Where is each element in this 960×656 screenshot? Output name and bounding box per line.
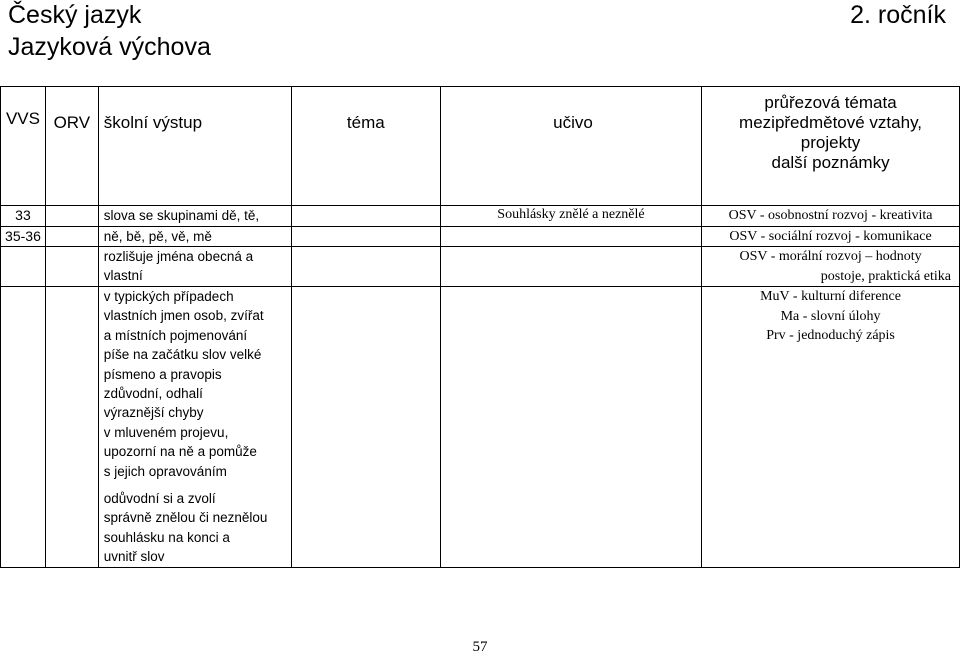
col-header-themes — [702, 87, 960, 206]
theme-line: MuV - kulturní diference — [760, 289, 901, 304]
content-cell: Souhlásky znělé a neznělé — [440, 206, 701, 227]
table-header-row — [1, 87, 960, 206]
content-cell — [440, 226, 701, 247]
orv-cell — [45, 247, 98, 287]
outcome-line: výraznější chyby — [103, 405, 204, 421]
themes-cell — [702, 287, 960, 568]
outcome-line: odůvodní si a zvolí — [103, 491, 216, 507]
outcome-cell — [98, 247, 291, 287]
outcome-line: slova se skupinami dě, tě, — [103, 208, 260, 223]
orv-cell — [45, 226, 98, 247]
theme-line: OSV - morální rozvoj – hodnoty — [739, 249, 922, 264]
theme-line: OSV - sociální rozvoj - komunikace — [729, 228, 932, 244]
outcome-line: ně, bě, pě, vě, mě — [103, 228, 212, 244]
outcome-line: s jejich opravováním — [103, 463, 227, 479]
outcome-line: uvnitř slov — [103, 549, 165, 565]
vvs-cell — [1, 247, 46, 287]
outcome-line: upozorní na ně a pomůže — [103, 444, 257, 460]
themes-header-line: mezipředmětové vztahy, — [739, 113, 923, 132]
outcome-line: vlastní — [103, 268, 143, 284]
section-title: Jazyková výchova — [8, 33, 211, 61]
subject-title: Český jazyk — [8, 1, 142, 29]
theme-line: Prv - jednoduchý zápis — [766, 328, 895, 343]
curriculum-table — [0, 86, 960, 568]
page-number: 57 — [472, 639, 488, 655]
theme-line: Ma - slovní úlohy — [780, 308, 881, 324]
content-cell — [440, 247, 701, 287]
col-header-orv: ORV — [45, 87, 98, 206]
themes-cell — [702, 206, 960, 227]
table-row — [1, 226, 960, 247]
outcome-line: a místních pojmenování — [103, 327, 248, 343]
outcome-line: v typických případech — [103, 289, 234, 304]
table-row — [1, 287, 960, 568]
outcome-line: píše na začátku slov velké — [103, 347, 262, 363]
outcome-line: rozlišuje jména obecná a — [103, 249, 254, 264]
vvs-cell: 35-36 — [1, 226, 46, 247]
topic-cell — [291, 226, 440, 247]
theme-line: postoje, praktická etika — [820, 268, 951, 284]
outcome-cell — [98, 206, 291, 227]
themes-cell — [702, 226, 960, 247]
outcome-line: souhlásku na konci a — [103, 529, 230, 545]
themes-cell — [702, 247, 960, 287]
col-header-vvs: VVS — [1, 87, 46, 206]
themes-header-line: projekty — [800, 133, 861, 152]
orv-cell — [45, 206, 98, 227]
topic-cell — [291, 287, 440, 568]
table-row — [1, 247, 960, 287]
col-header-content: učivo — [440, 87, 701, 206]
paragraph-gap — [104, 481, 291, 489]
grade-title: 2. ročník — [850, 1, 946, 29]
outcome-line: písmeno a pravopis — [103, 366, 222, 382]
orv-cell — [45, 287, 98, 568]
theme-line: OSV - osobnostní rozvoj - kreativita — [728, 208, 933, 223]
col-header-outcome: školní výstup — [98, 87, 291, 206]
topic-cell — [291, 206, 440, 227]
outcome-line: správně znělou či neznělou — [103, 510, 268, 526]
vvs-cell: 33 — [1, 206, 46, 227]
topic-cell — [291, 247, 440, 287]
outcome-cell — [98, 226, 291, 247]
col-header-topic: téma — [291, 87, 440, 206]
vvs-cell — [1, 287, 46, 568]
content-cell — [440, 287, 701, 568]
themes-header-line: průřezová témata — [764, 93, 897, 112]
themes-header-line: další poznámky — [771, 153, 890, 172]
outcome-line: zdůvodní, odhalí — [103, 386, 203, 402]
outcome-line: vlastních jmen osob, zvířat — [103, 308, 264, 324]
outcome-line: v mluveném projevu, — [103, 424, 229, 440]
outcome-cell — [98, 287, 291, 568]
table-row — [1, 206, 960, 227]
